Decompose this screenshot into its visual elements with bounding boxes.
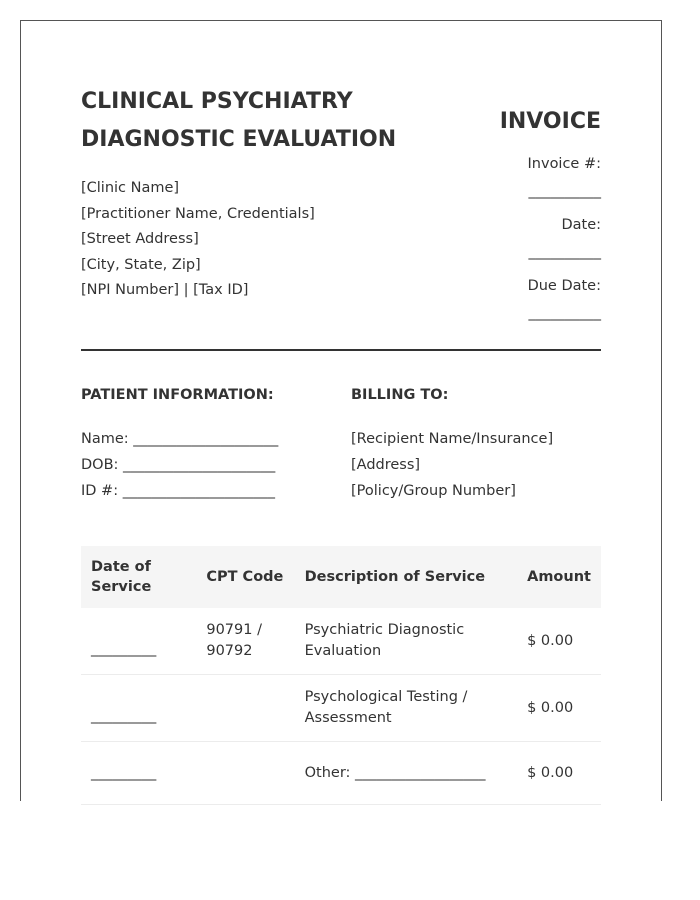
invoice-block bbox=[401, 105, 601, 338]
invoice-fields bbox=[401, 155, 601, 322]
billing-recipient: [Recipient Name/Insurance] bbox=[351, 431, 554, 447]
patient-id-field: ID #: _____________________ bbox=[81, 483, 275, 499]
npi-tax-id: [NPI Number] | [Tax ID] bbox=[81, 282, 249, 298]
billing-address: [Address] bbox=[351, 457, 421, 473]
practitioner-name: [Practitioner Name, Credentials] bbox=[81, 205, 315, 222]
billing-policy: [Policy/Group Number] bbox=[351, 483, 516, 499]
street-address: [Street Address] bbox=[81, 231, 199, 247]
due-date-label: Due Date: bbox=[527, 278, 601, 294]
due-date-field: __________ bbox=[528, 305, 601, 321]
invoice-number-label: Invoice #: bbox=[527, 156, 601, 172]
row-amount: $ 0.00 bbox=[517, 608, 601, 675]
invoice-number-field: __________ bbox=[528, 183, 601, 199]
patient-info-section bbox=[81, 385, 341, 504]
table-row bbox=[81, 608, 601, 675]
invoice-date-label: Date: bbox=[561, 217, 601, 233]
row-date: _________ bbox=[81, 675, 196, 742]
document-content bbox=[81, 21, 601, 801]
clinic-name: [Clinic Name] bbox=[81, 180, 180, 196]
patient-info-heading: PATIENT INFORMATION: bbox=[81, 387, 274, 403]
row-date: _________ bbox=[81, 608, 196, 675]
column-header-description: Description of Service bbox=[295, 546, 517, 608]
billing-heading: BILLING TO: bbox=[351, 387, 449, 403]
table-row bbox=[81, 675, 601, 742]
city-state-zip: [City, State, Zip] bbox=[81, 256, 201, 273]
row-amount: $ 0.00 bbox=[517, 675, 601, 742]
row-cpt-code bbox=[196, 742, 294, 805]
row-cpt-code bbox=[196, 675, 294, 742]
clinic-info bbox=[81, 176, 381, 304]
row-cpt-code: 90791 / 90792 bbox=[196, 608, 294, 675]
billing-section bbox=[351, 385, 601, 504]
table-header-row bbox=[81, 546, 601, 608]
row-description: Other: __________________ bbox=[295, 742, 517, 805]
services-table bbox=[81, 546, 601, 805]
row-description: Psychiatric Diagnostic Evaluation bbox=[295, 608, 517, 675]
document-title: CLINICAL PSYCHIATRY DIAGNOSTIC EVALUATION bbox=[81, 89, 397, 152]
patient-dob-field: DOB: _____________________ bbox=[81, 457, 276, 473]
row-date: _________ bbox=[81, 742, 196, 805]
invoice-title: INVOICE bbox=[499, 109, 601, 134]
column-header-amount: Amount bbox=[517, 546, 601, 608]
invoice-document bbox=[20, 20, 662, 801]
header-divider bbox=[81, 349, 601, 351]
patient-name-field: Name: ____________________ bbox=[81, 431, 279, 447]
invoice-date-field: __________ bbox=[528, 244, 601, 260]
column-header-date: Date of Service bbox=[81, 546, 196, 608]
column-header-cpt: CPT Code bbox=[196, 546, 294, 608]
row-description: Psychological Testing / Assessment bbox=[295, 675, 517, 742]
table-row bbox=[81, 742, 601, 805]
row-amount: $ 0.00 bbox=[517, 742, 601, 805]
